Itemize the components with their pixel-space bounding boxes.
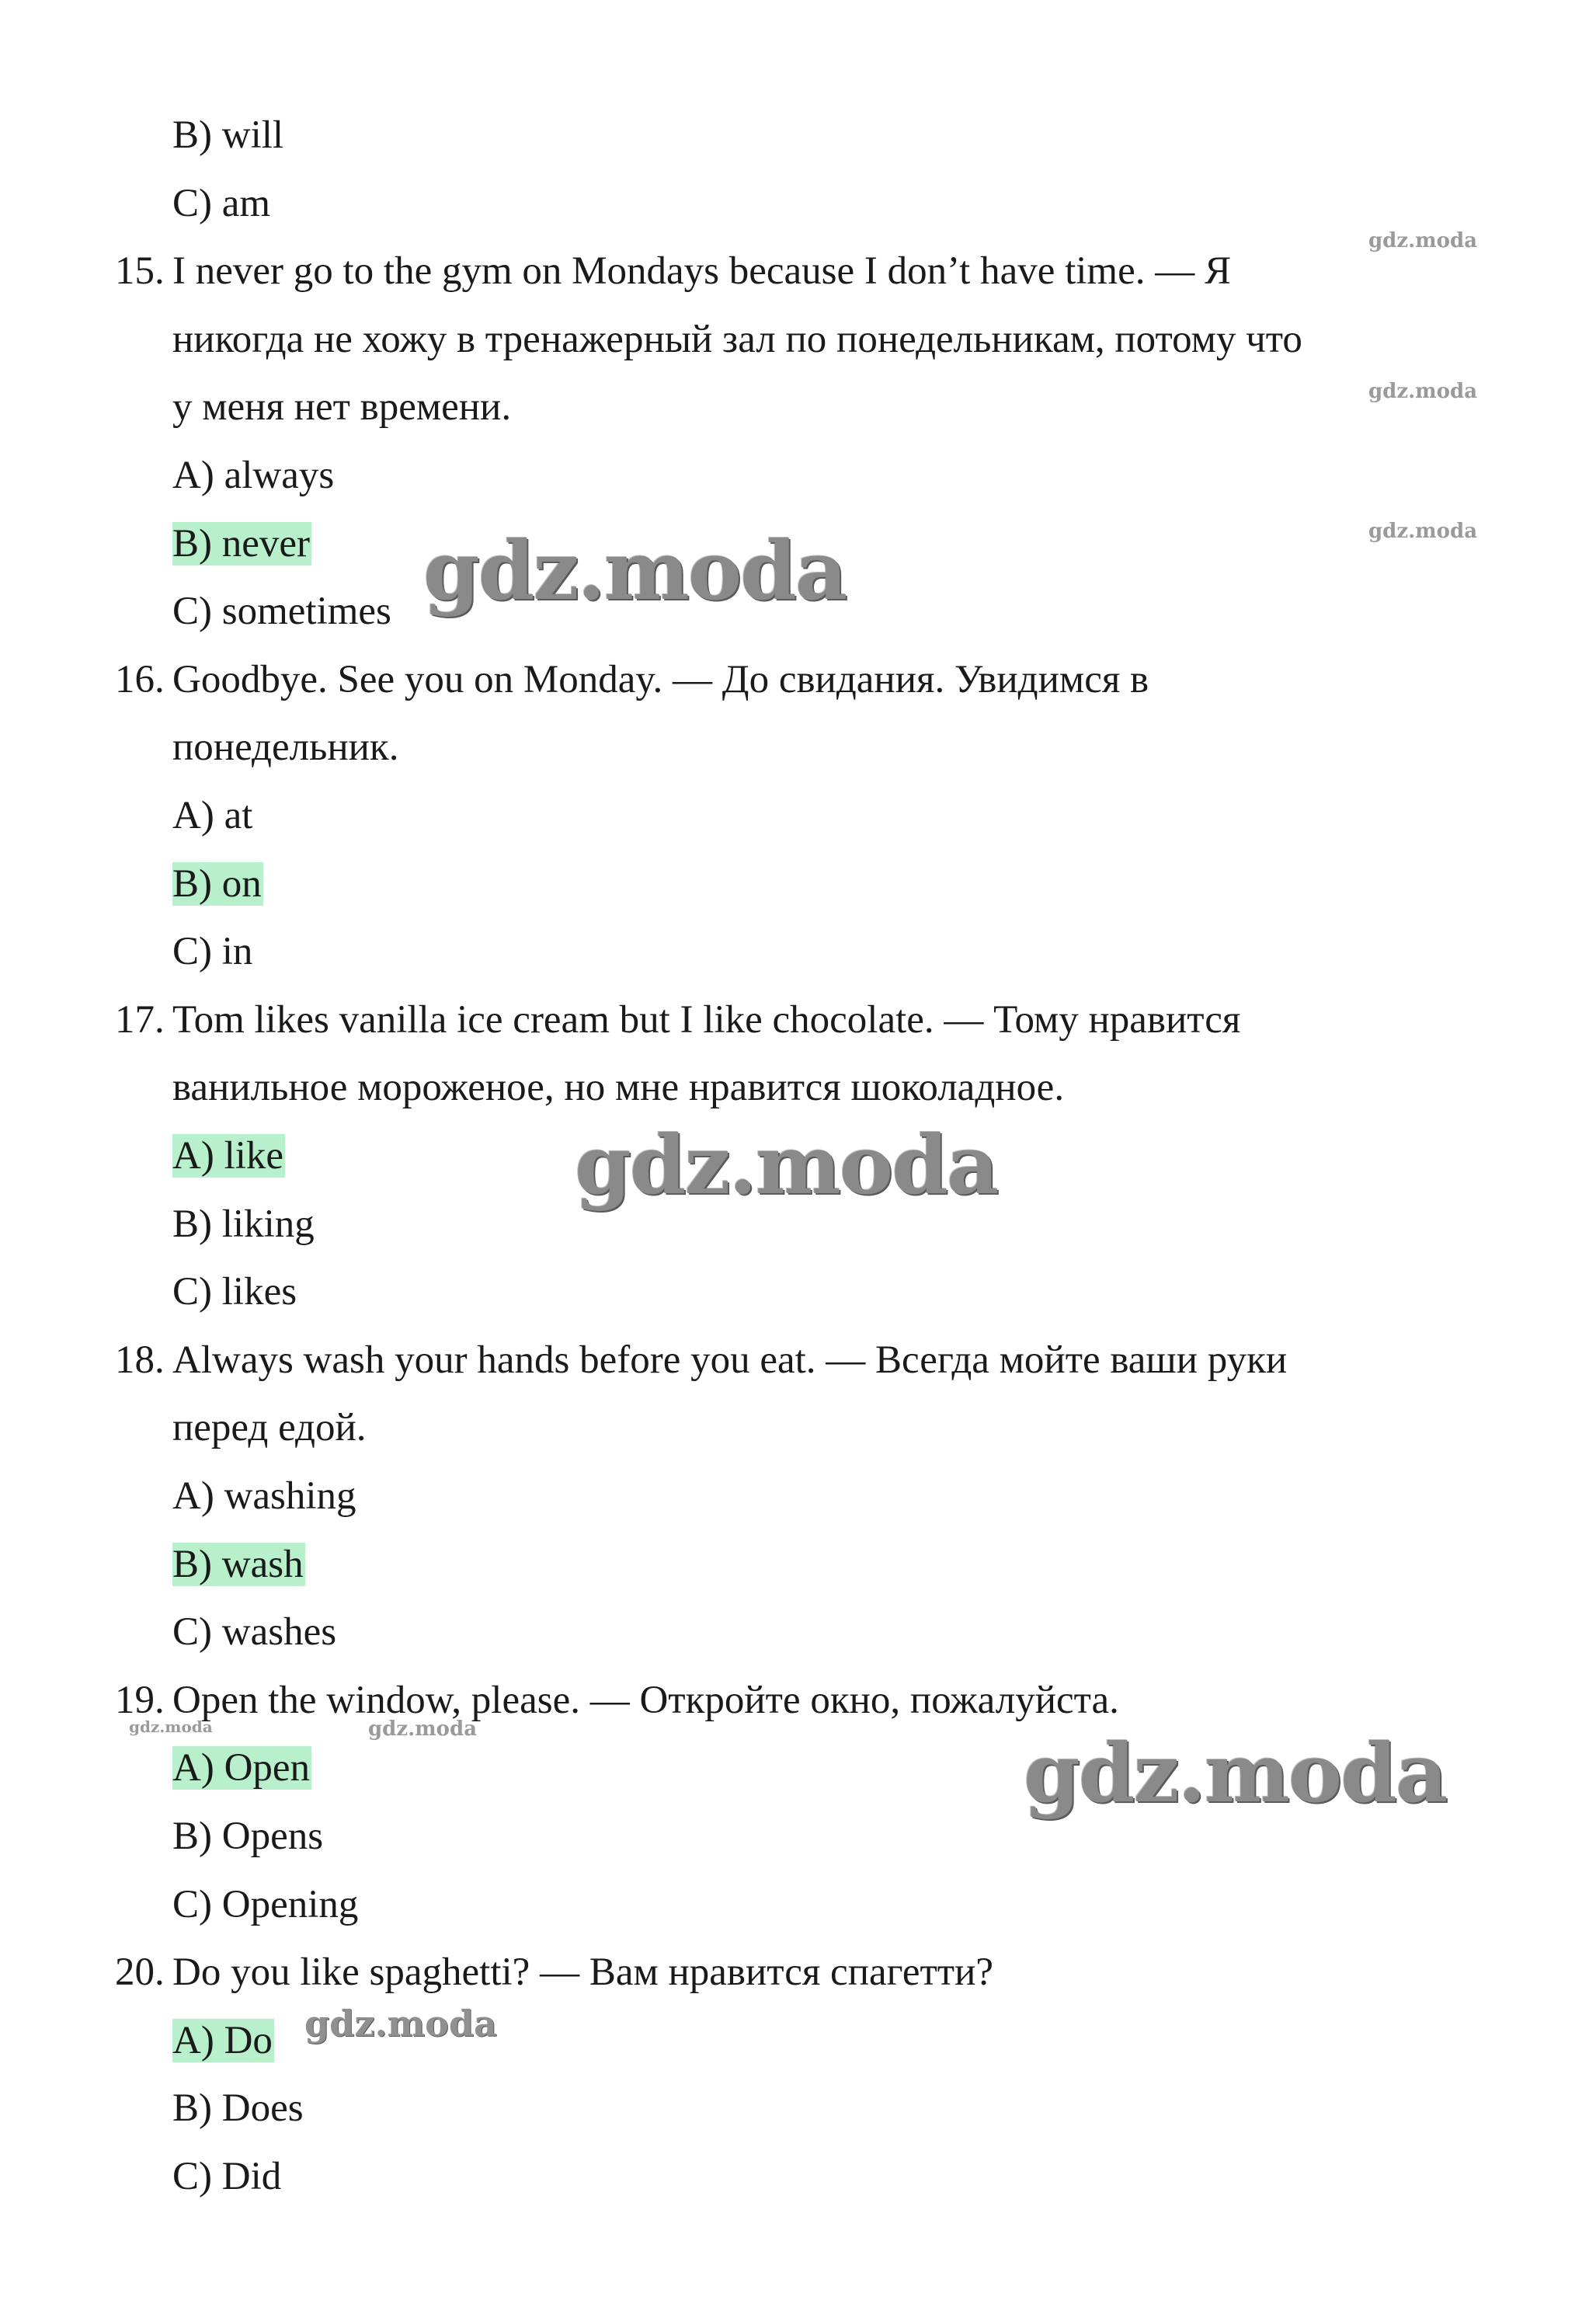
watermark-small: gdz.moda bbox=[1368, 380, 1478, 403]
question-number: 16. bbox=[115, 657, 165, 701]
answer-option bbox=[172, 1268, 297, 1316]
question-number: 17. bbox=[115, 997, 165, 1042]
answer-option-correct bbox=[172, 1540, 305, 1589]
answer-option: C) am bbox=[172, 181, 271, 225]
answer-option bbox=[172, 1608, 336, 1656]
answer-option: B) will bbox=[172, 113, 284, 157]
answer-option-label: A) at bbox=[172, 794, 253, 837]
question-text: Tom likes vanilla ice cream but I like chocolate. — Тому нравится bbox=[172, 997, 1241, 1042]
answer-option bbox=[172, 1812, 323, 1860]
answer-option-label: A) always bbox=[172, 454, 335, 497]
answer-option-label: B) Opens bbox=[172, 1815, 324, 1858]
answer-option bbox=[172, 1200, 315, 1248]
question-text: Open the window, please. — Откройте окно, пожалуйста. bbox=[172, 1678, 1119, 1722]
question-text: I never go to the gym on Mondays because I don’t have time. — Я bbox=[172, 249, 1232, 294]
answer-option-correct bbox=[172, 1132, 285, 1180]
answer-option-label: C) likes bbox=[172, 1270, 297, 1314]
question-number: 15. bbox=[115, 249, 165, 294]
answer-option bbox=[172, 927, 252, 976]
watermark-medium: gdz.moda bbox=[304, 2003, 497, 2044]
answer-option bbox=[172, 587, 391, 635]
answer-option-label: B) never bbox=[172, 521, 311, 565]
question-number: 18. bbox=[115, 1338, 165, 1382]
answer-option-label: C) Did bbox=[172, 2155, 282, 2198]
watermark-large: gdz.moda bbox=[423, 523, 847, 618]
answer-option-label: C) sometimes bbox=[172, 590, 391, 634]
answer-option bbox=[172, 1472, 356, 1520]
answer-option-label: C) in bbox=[172, 930, 253, 974]
answer-option bbox=[172, 451, 334, 499]
watermark-small: gdz.moda bbox=[368, 1717, 478, 1741]
answer-option-correct bbox=[172, 520, 311, 568]
answer-option-correct bbox=[172, 1744, 311, 1792]
answer-option-label: B) Does bbox=[172, 2086, 304, 2131]
question-text: Do you like spaghetti? — Вам нравится спагетти? bbox=[172, 1950, 994, 1995]
answer-option-label: C) washes bbox=[172, 1610, 337, 1655]
watermark-large: gdz.moda bbox=[575, 1117, 998, 1213]
question-text: понедельник. bbox=[172, 726, 399, 770]
answer-option-correct bbox=[172, 860, 263, 908]
answer-option-label: A) Do bbox=[172, 2018, 273, 2062]
answer-option bbox=[172, 2084, 304, 2132]
question-text: перед едой. bbox=[172, 1406, 367, 1450]
watermark-small: gdz.moda bbox=[1368, 520, 1478, 543]
answer-option-label: C) Opening bbox=[172, 1882, 359, 1926]
question-text: Always wash your hands before you eat. — Всегда мойте ваши руки bbox=[172, 1338, 1288, 1382]
watermark-small: gdz.moda bbox=[129, 1717, 213, 1736]
question-number: 20. bbox=[115, 1950, 165, 1995]
answer-option-label: A) washing bbox=[172, 1474, 356, 1518]
answer-option bbox=[172, 2152, 281, 2201]
answer-option-correct bbox=[172, 2017, 274, 2065]
answer-option-label: A) like bbox=[172, 1134, 284, 1178]
watermark-small: gdz.moda bbox=[1368, 229, 1478, 252]
answer-option-label: B) on bbox=[172, 861, 262, 906]
answer-option-label: A) Open bbox=[172, 1746, 311, 1790]
question-text: никогда не хожу в тренажерный зал по понедельникам, потому что bbox=[172, 317, 1302, 361]
question-text: Goodbye. See you on Monday. — До свидания. Увидимся в bbox=[172, 657, 1149, 701]
question-text: ванильное мороженое, но мне нравится шоколадное. bbox=[172, 1066, 1065, 1110]
answer-option bbox=[172, 1881, 358, 1929]
answer-option bbox=[172, 792, 252, 840]
watermark-large: gdz.moda bbox=[1024, 1725, 1447, 1821]
answer-option-label: B) liking bbox=[172, 1202, 315, 1246]
question-text: у меня нет времени. bbox=[172, 385, 512, 430]
question-number: 19. bbox=[115, 1678, 165, 1722]
answer-option-label: B) wash bbox=[172, 1542, 304, 1586]
